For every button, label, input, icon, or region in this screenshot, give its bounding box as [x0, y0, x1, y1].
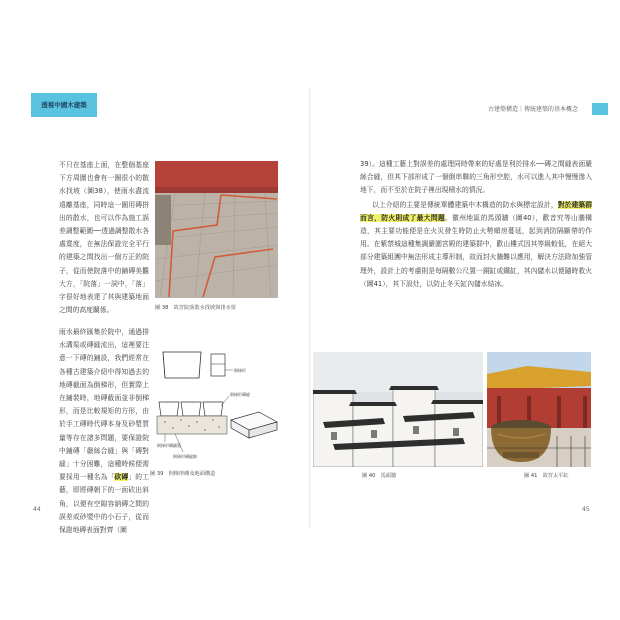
left-header-tab [31, 93, 97, 117]
right-p2-highlight: 對於建築群而言，防火則成了最大問題 [360, 200, 593, 222]
figure-40-caption: 圖 40 馬頭牆 [362, 473, 397, 479]
right-p2-after: 。徽州地區的馬頭牆（圖40），歡音究等山牆構造，其主要功能便是在火災發生時防止火勢順房蔓延，起到消防隔斷帶的作用。在紫禁城這種集調嚴圍宮殿的建築群中，歡山樓式因其等級較低，在絕大部分建築組團中無法形成主導形制，故而封火牆難以應用，解決方法除加強管理外，設計上的考慮則是每隔數公尺置一銅缸或鐵缸，其內儲水以便隨時救火（圖41），其下設灶，以防止冬天缸內儲水結冰。 [360, 213, 592, 288]
figure-41-photo [487, 352, 591, 467]
right-column [360, 158, 592, 291]
right-paragraph-1: 39）。這種工藝上對誤差的處理同時帶來的好處是利於排水──磚之間縫表面嚴絲合縫，但其下部形成了一個倒串聯的三角形空腔，水可以進入其中慢慢滲入地下，而不至於在院子裡出現積水的情況。 [360, 160, 592, 195]
right-p2-before: 以上介紹的主要是傳統單體建築中木構造的防水與標定設計， [372, 200, 558, 209]
left-p2-highlight: 砍磚 [114, 473, 129, 482]
left-header-title: 透視中國木建築 [41, 101, 87, 109]
diagram-label-middle: 倒梯形磚縫 [230, 392, 250, 397]
figure-38-photo [155, 161, 278, 298]
figure-38-caption: 圖 38 故宮院落散水找坡與排水渠 [155, 305, 236, 311]
right-header-tab [592, 103, 608, 115]
figure-39-caption: 圖 39 倒梯形磚及地面構造 [150, 471, 216, 477]
diagram-label-top: 倒梯形 [234, 368, 246, 373]
left-p2-after: 」的工藝，即將磚朝下的一面砍出斜角，以便有空隙容納磚之間的誤差或砂漿中的小石子，從而保證地磚表面對齊（圖 [59, 473, 150, 535]
right-page-number: 45 [582, 506, 590, 513]
figure-41-caption: 圖 41 故宮太平缸 [524, 473, 569, 479]
book-gutter [309, 88, 311, 528]
diagram-label-bottom: 倒梯形磚縫隙 [173, 454, 197, 459]
left-column-2 [59, 326, 149, 537]
figure-39-diagram [155, 350, 283, 467]
figure-40-photo [313, 352, 483, 467]
left-paragraph-2 [59, 326, 149, 537]
left-column-1 [59, 159, 149, 317]
diagram-label-left-bottom: 倒梯形磚鋪築 [157, 443, 181, 448]
right-paragraph-2 [360, 199, 592, 291]
left-paragraph-1: 不只在基座上面，在整個基座下方周圍也會有一圈很小的散水找坡（圖38），使雨水盡流遠離基座，同時這一圈用磚拼出的散水，也可以作為施工誤差調整範圍──透過調整散水各處寬度，在無法保證完全平行的建築之間找出一個方正的院子，從而使院落中的鋪磚美觀大方，「院落」一詞中，「落」字很好地表達了其與建築地面之間的高度關係。 [59, 161, 149, 315]
right-running-header: 古建築構造｜傳統建築的基本概念 [488, 106, 579, 113]
left-p2-before: 雨水最終匯集於院中，通過排水溝渠或磚縫流出，這裡要注意一下磚的鋪設，我們經常在各種古建築介紹中得知過去的地磚截面為倒梯形，但實際上在鋪裝時，地磚截面並非倒梯形，而是比較規矩的方形，由於手工磚時代磚本身及砂漿質量等存在諸多問題，要保證院中鋪磚「嚴絲合縫」與「磚對縫」十分困難，這種時候便需要採用一種名為「 [59, 328, 149, 482]
left-page-number: 44 [33, 506, 41, 513]
